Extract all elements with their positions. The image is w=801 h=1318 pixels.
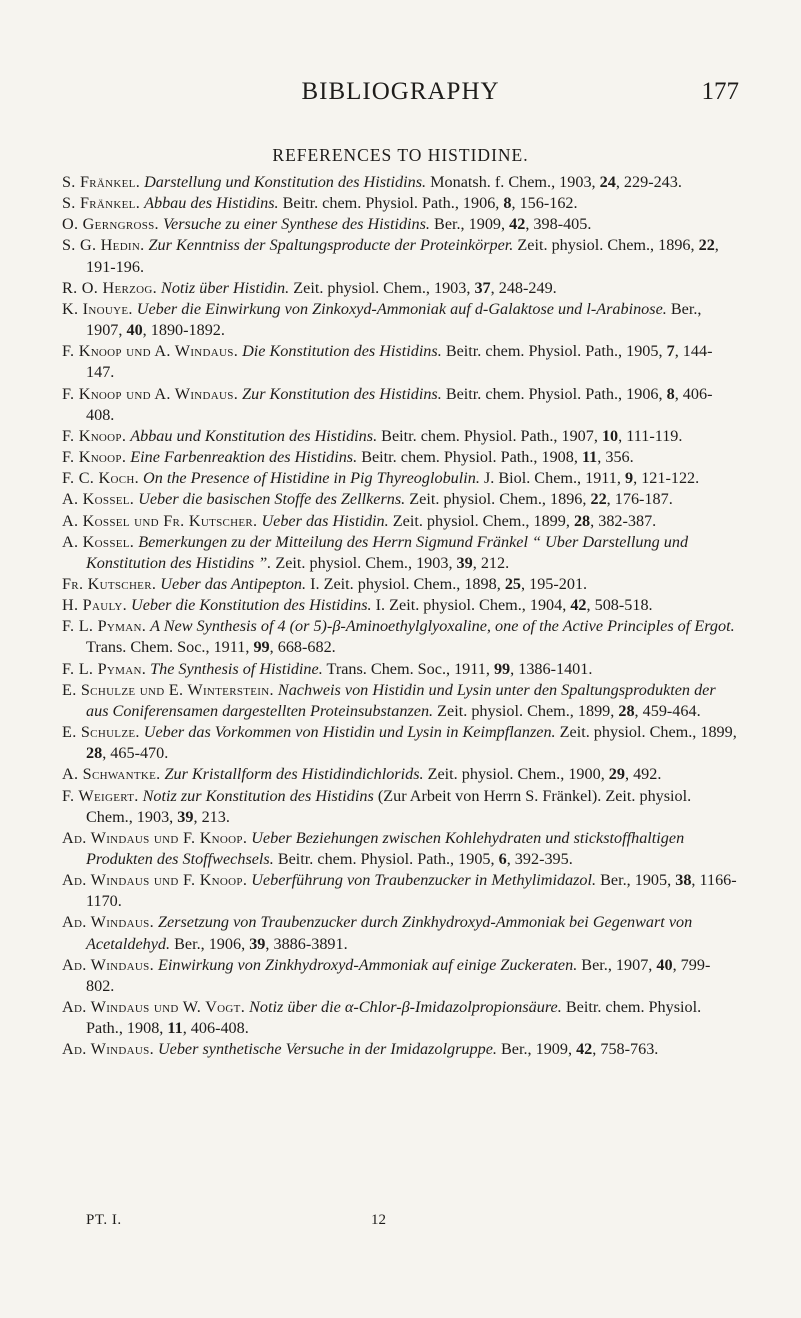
reference-pages: , 111-119. bbox=[618, 426, 683, 445]
reference-author: R. O. Herzog. bbox=[62, 278, 157, 297]
reference-title: Ueber synthetische Versuche in der Imidazolgruppe. bbox=[157, 1040, 497, 1059]
reference-pages: , 156-162. bbox=[511, 194, 578, 213]
reference-pages: , 398-405. bbox=[525, 215, 592, 234]
reference-source: Trans. Chem. Soc., 1911, bbox=[326, 659, 490, 678]
reference-volume: 24 bbox=[599, 173, 616, 191]
reference-entry bbox=[62, 955, 738, 997]
reference-volume: 39 bbox=[177, 807, 194, 826]
reference-title: The Synthesis of Histidine. bbox=[150, 659, 323, 678]
reference-author: Ad. Windaus. bbox=[62, 913, 154, 932]
reference-entry bbox=[62, 489, 738, 510]
reference-entry bbox=[62, 214, 738, 235]
reference-entry bbox=[62, 299, 738, 341]
reference-pages: , 465-470. bbox=[102, 744, 169, 763]
reference-author: O. Gerngross. bbox=[62, 215, 159, 234]
reference-entry bbox=[62, 426, 738, 447]
reference-volume: 11 bbox=[167, 1019, 183, 1038]
reference-pages: , 508-518. bbox=[586, 596, 653, 615]
reference-pages: , 1890-1892. bbox=[142, 321, 225, 340]
reference-volume: 11 bbox=[581, 448, 598, 467]
reference-author: F. Knoop. bbox=[62, 448, 127, 467]
reference-source: Beitr. chem. Physiol. Path., 1908, bbox=[86, 998, 702, 1038]
reference-volume: 40 bbox=[656, 955, 673, 974]
reference-author: Ad. Windaus und F. Knoop. bbox=[62, 828, 248, 847]
reference-entry bbox=[62, 193, 738, 214]
reference-entry bbox=[62, 511, 738, 532]
reference-entry bbox=[62, 574, 738, 595]
reference-list bbox=[62, 172, 738, 1061]
reference-source: Ber., 1907, bbox=[581, 955, 653, 974]
reference-pages: , 212. bbox=[472, 553, 510, 572]
reference-author: E. Schulze. bbox=[62, 723, 140, 742]
reference-volume: 9 bbox=[625, 469, 634, 488]
reference-author: A. Kossel. bbox=[62, 490, 135, 509]
reference-entry bbox=[62, 828, 738, 870]
reference-author: F. L. Pyman. bbox=[62, 659, 147, 678]
reference-title: Eine Farbenreaktion des Histidins. bbox=[130, 448, 358, 467]
reference-title: Ueber das Vorkommen von Histidin und Lysin in Keimpflanzen. bbox=[143, 723, 556, 742]
reference-source: Ber., 1907, bbox=[86, 299, 702, 340]
reference-title: Ueberführung von Traubenzucker in Methylimidazol. bbox=[251, 871, 597, 890]
reference-title: Abbau des Histidins. bbox=[144, 194, 279, 213]
reference-pages: , 356. bbox=[597, 448, 634, 467]
reference-volume: 6 bbox=[498, 850, 507, 868]
reference-volume: 42 bbox=[509, 215, 526, 234]
reference-pages: , 799-802. bbox=[86, 955, 711, 995]
reference-source: Zeit. physiol. Chem., 1896, bbox=[409, 490, 587, 509]
reference-author: F. L. Pyman. bbox=[62, 617, 147, 636]
reference-pages: , 191-196. bbox=[86, 236, 719, 276]
reference-volume: 29 bbox=[608, 765, 625, 784]
reference-source: Beitr. chem. Physiol. Path., 1905, bbox=[277, 850, 495, 868]
reference-source: Beitr. chem. Physiol. Path., 1907, bbox=[381, 426, 598, 445]
reference-source: Beitr. chem. Physiol. Path., 1906, bbox=[445, 384, 663, 403]
reference-source: Ber., 1909, bbox=[434, 215, 506, 234]
reference-entry bbox=[62, 384, 738, 426]
reference-author: F. Knoop und A. Windaus. bbox=[62, 342, 239, 361]
reference-title: Zur Kristallform des Histidindichlorids. bbox=[164, 765, 424, 784]
reference-author: S. Fränkel. bbox=[62, 194, 141, 213]
reference-volume: 99 bbox=[253, 638, 270, 657]
reference-entry bbox=[62, 786, 738, 828]
reference-volume: 22 bbox=[590, 490, 607, 509]
reference-pages: , 121-122. bbox=[633, 469, 700, 488]
reference-entry bbox=[62, 870, 738, 912]
reference-source: Zeit. physiol. Chem., 1903, bbox=[293, 278, 471, 297]
reference-entry bbox=[62, 764, 738, 785]
reference-author: A. Schwantke. bbox=[62, 765, 161, 784]
page-number: 177 bbox=[701, 78, 739, 105]
reference-author: Ad. Windaus und W. Vogt. bbox=[62, 998, 246, 1017]
reference-source: (Zur Arbeit von Herrn S. Fränkel). Zeit. physiol. Chem., 1903, bbox=[86, 786, 692, 826]
reference-pages: , 229-243. bbox=[615, 173, 682, 191]
reference-title: Die Konstitution des Histidins. bbox=[242, 342, 442, 361]
reference-entry bbox=[62, 616, 738, 658]
reference-title: Nachweis von Histidin und Lysin unter den Spaltungsprodukten der aus Coniferensamen dargestellten Proteinsubstanzen. bbox=[86, 680, 716, 720]
reference-author: Ad. Windaus. bbox=[62, 955, 154, 974]
reference-entry bbox=[62, 912, 738, 954]
reference-title: Notiz über Histidin. bbox=[161, 278, 290, 297]
reference-pages: , 1386-1401. bbox=[510, 659, 593, 678]
reference-volume: 7 bbox=[666, 342, 675, 361]
reference-volume: 8 bbox=[666, 384, 675, 403]
reference-source: Beitr. chem. Physiol. Path., 1905, bbox=[445, 342, 663, 361]
reference-source: Beitr. chem. Physiol. Path., 1906, bbox=[282, 194, 500, 213]
reference-entry bbox=[62, 722, 738, 764]
reference-title: Bemerkungen zu der Mitteilung des Herrn Sigmund Fränkel “ Uber Darstellung und Konstitution des Histidins ”. bbox=[86, 532, 689, 572]
reference-author: H. Pauly. bbox=[62, 596, 127, 615]
reference-entry bbox=[62, 341, 738, 383]
reference-author: Ad. Windaus. bbox=[62, 1040, 154, 1059]
reference-title: Einwirkung von Zinkhydroxyd-Ammoniak auf einige Zuckeraten. bbox=[157, 955, 578, 974]
reference-volume: 28 bbox=[86, 744, 103, 763]
reference-entry bbox=[62, 468, 738, 489]
reference-title: Zur Konstitution des Histidins. bbox=[242, 384, 442, 403]
reference-entry bbox=[62, 447, 738, 468]
reference-pages: , 392-395. bbox=[506, 850, 573, 868]
reference-volume: 22 bbox=[698, 236, 715, 255]
reference-source: Trans. Chem. Soc., 1911, bbox=[86, 638, 250, 657]
reference-entry bbox=[62, 595, 738, 616]
reference-author: F. Knoop und A. Windaus. bbox=[62, 384, 239, 403]
reference-source: Beitr. chem. Physiol. Path., 1908, bbox=[361, 448, 578, 467]
reference-pages: , 406-408. bbox=[86, 384, 713, 424]
reference-volume: 39 bbox=[456, 553, 473, 572]
reference-title: Ueber die Einwirkung von Zinkoxyd-Ammoniak auf d-Galaktose und l-Arabinose. bbox=[136, 299, 667, 318]
reference-pages: , 492. bbox=[624, 765, 662, 784]
reference-volume: 40 bbox=[126, 321, 143, 340]
running-head bbox=[0, 74, 801, 108]
section-title: REFERENCES TO HISTIDINE. bbox=[272, 145, 529, 165]
reference-pages: , 406-408. bbox=[182, 1019, 249, 1038]
reference-title: Zersetzung von Traubenzucker durch Zinkhydroxyd-Ammoniak bei Gegenwart von Acetaldehyd. bbox=[86, 913, 693, 953]
reference-pages: , 3886-3891. bbox=[265, 934, 348, 953]
reference-pages: , 459-464. bbox=[634, 701, 701, 720]
reference-author: S. Fränkel. bbox=[62, 173, 141, 191]
reference-source: Zeit. physiol. Chem., 1899, bbox=[437, 701, 615, 720]
reference-title: Ueber die basischen Stoffe des Zellkerns. bbox=[138, 490, 406, 509]
reference-author: K. Inouye. bbox=[62, 299, 133, 318]
reference-author: Ad. Windaus und F. Knoop. bbox=[62, 871, 248, 890]
reference-volume: 28 bbox=[573, 511, 591, 530]
reference-author: F. C. Koch. bbox=[62, 469, 139, 488]
reference-source: I. Zeit. physiol. Chem., 1898, bbox=[310, 574, 501, 593]
reference-pages: , 758-763. bbox=[592, 1040, 659, 1059]
reference-volume: 10 bbox=[601, 426, 619, 445]
reference-source: Ber., 1909, bbox=[500, 1040, 573, 1059]
reference-pages: , 195-201. bbox=[521, 574, 588, 593]
reference-entry bbox=[62, 659, 738, 680]
reference-author: E. Schulze und E. Winterstein. bbox=[62, 680, 274, 699]
reference-volume: 25 bbox=[504, 574, 521, 593]
page-title: BIBLIOGRAPHY bbox=[301, 78, 500, 105]
reference-title: Darstellung und Konstitution des Histidins. bbox=[144, 173, 427, 191]
reference-title: Abbau und Konstitution des Histidins. bbox=[130, 426, 378, 445]
reference-source: Monatsh. f. Chem., 1903, bbox=[430, 173, 596, 191]
reference-title: Ueber das Antipepton. bbox=[160, 574, 307, 593]
reference-source: Ber., 1906, bbox=[174, 934, 246, 953]
reference-pages: , 213. bbox=[193, 807, 230, 826]
reference-pages: , 668-682. bbox=[269, 638, 336, 657]
reference-author: F. Weigert. bbox=[62, 786, 139, 805]
reference-author: A. Kossel und Fr. Kutscher. bbox=[62, 511, 258, 530]
reference-entry bbox=[62, 680, 738, 722]
reference-pages: , 176-187. bbox=[606, 490, 673, 509]
reference-title: On the Presence of Histidine in Pig Thyreoglobulin. bbox=[143, 469, 480, 488]
reference-title: Ueber die Konstitution des Histidins. bbox=[131, 596, 372, 615]
reference-title: A New Synthesis of 4 (or 5)-β-Aminoethylglyoxaline, one of the Active Principles of Ergot. bbox=[150, 617, 735, 636]
reference-title: Ueber das Histidin. bbox=[261, 511, 389, 530]
reference-pages: , 248-249. bbox=[490, 278, 557, 297]
reference-pages: , 1166-1170. bbox=[86, 871, 737, 911]
reference-volume: 42 bbox=[570, 596, 587, 615]
reference-source: Zeit. physiol. Chem., 1900, bbox=[427, 765, 605, 784]
reference-source: Zeit. physiol. Chem., 1903, bbox=[275, 553, 453, 572]
reference-title: Notiz zur Konstitution des Histidins bbox=[142, 786, 374, 805]
reference-title: Ueber Beziehungen zwischen Kohlehydraten und stickstoffhaltigen Produkten des Stoffwechsels. bbox=[86, 828, 685, 868]
page-footer bbox=[86, 1212, 466, 1234]
reference-pages: , 144-147. bbox=[86, 342, 713, 382]
reference-entry bbox=[62, 235, 738, 277]
reference-pages: , 382-387. bbox=[590, 511, 657, 530]
reference-volume: 8 bbox=[503, 194, 512, 213]
reference-source: Zeit. physiol. Chem., 1896, bbox=[517, 236, 695, 255]
reference-author: A. Kossel. bbox=[62, 532, 135, 551]
reference-entry bbox=[62, 1039, 738, 1060]
reference-title: Notiz über die α-Chlor-β-Imidazolpropionsäure. bbox=[249, 998, 562, 1017]
reference-volume: 28 bbox=[618, 701, 635, 720]
reference-entry bbox=[62, 532, 738, 574]
reference-volume: 37 bbox=[474, 278, 491, 297]
reference-entry bbox=[62, 997, 738, 1039]
signature-mark: 12 bbox=[371, 1212, 386, 1228]
reference-author: F. Knoop. bbox=[62, 426, 127, 445]
reference-title: Zur Kenntniss der Spaltungsproducte der Proteinkörper. bbox=[148, 236, 514, 255]
reference-volume: 38 bbox=[675, 871, 692, 890]
reference-source: I. Zeit. physiol. Chem., 1904, bbox=[375, 596, 567, 615]
reference-title: Versuche zu einer Synthese des Histidins. bbox=[162, 215, 430, 234]
reference-source: Zeit. physiol. Chem., 1899, bbox=[559, 723, 737, 742]
reference-volume: 99 bbox=[493, 659, 511, 678]
reference-author: Fr. Kutscher. bbox=[62, 574, 157, 593]
reference-source: Zeit. physiol. Chem., 1899, bbox=[392, 511, 570, 530]
reference-volume: 42 bbox=[576, 1040, 593, 1059]
part-label: PT. I. bbox=[86, 1212, 122, 1228]
reference-source: J. Biol. Chem., 1911, bbox=[483, 469, 621, 488]
reference-author: S. G. Hedin. bbox=[62, 236, 145, 255]
reference-volume: 39 bbox=[249, 934, 266, 953]
reference-source: Ber., 1905, bbox=[600, 871, 672, 890]
reference-entry bbox=[62, 172, 738, 193]
reference-entry bbox=[62, 278, 738, 299]
